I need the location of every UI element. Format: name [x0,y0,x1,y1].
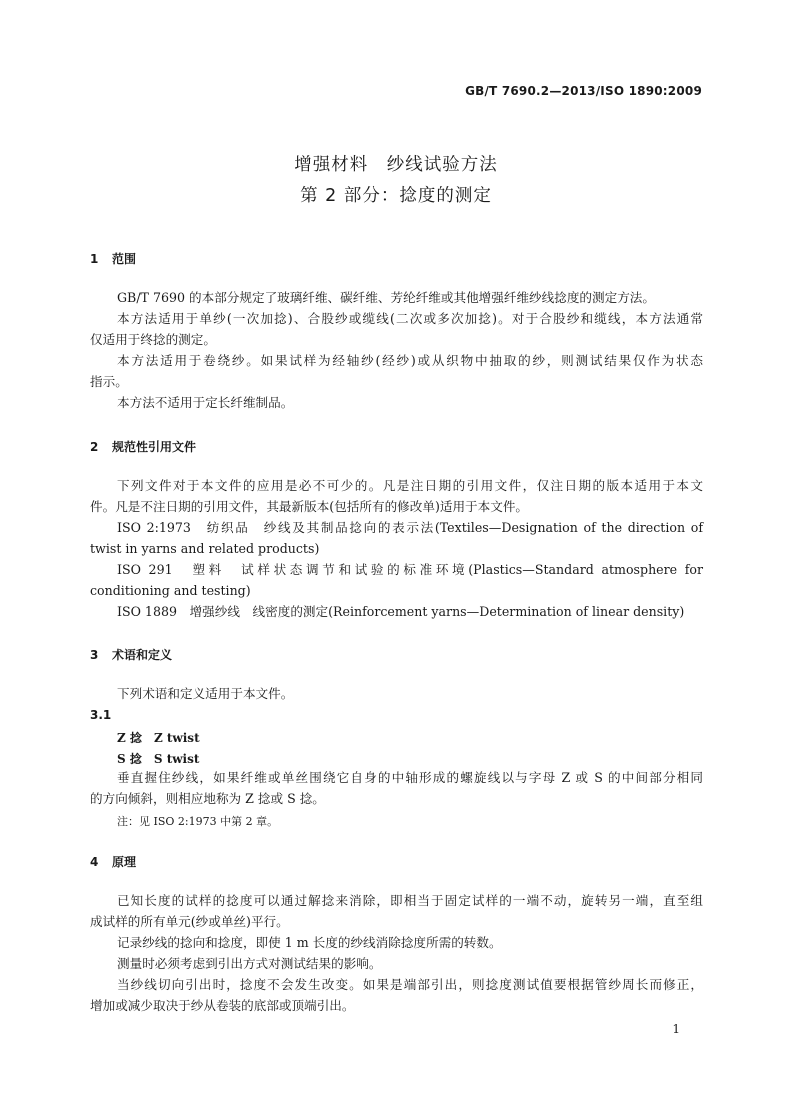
term-z-twist: Z 捻 Z twist [117,731,200,745]
section-title: 范围 [112,252,137,266]
section-2-heading [90,438,196,455]
section-number: 2 [90,440,99,454]
section-number: 1 [90,252,99,266]
section-number: 3 [90,648,99,662]
section-title: 规范性引用文件 [112,440,197,454]
section-2-para-1-line-2: 件。凡是不注日期的引用文件，其最新版本(包括所有的修改单)适用于本文件。 [90,499,529,514]
section-4-para-4-line-1: 当纱线切向引出时，捻度不会发生改变。如果是端部引出，则捻度测试值要根据管纱周长而修正， [117,977,703,992]
section-1-heading [90,250,136,267]
section-number: 4 [90,855,99,869]
section-4-para-3: 测量时必须考虑到引出方式对测试结果的影响。 [117,956,382,971]
section-1-para-2-line-1: 本方法适用于单纱(一次加捻)、合股纱或缆线(二次或多次加捻)。对于合股纱和缆线，本方法通常 [117,311,703,326]
section-4-para-1-line-2: 成试样的所有单元(纱或单丝)平行。 [90,914,289,929]
section-1-para-4: 本方法不适用于定长纤维制品。 [117,395,294,410]
definition-line-1: 垂直握住纱线，如果纤维或单丝围绕它自身的中轴形成的螺旋线以与字母 Z 或 S 的中间部分相同 [117,770,703,785]
standard-code: GB/T 7690.2—2013/ISO 1890:2009 [465,84,702,98]
section-1-para-3-line-1: 本方法适用于卷绕纱。如果试样为经轴纱(经纱)或从织物中抽取的纱，则测试结果仅作为状态 [117,353,703,368]
section-1-para-3-line-2: 指示。 [90,374,128,389]
section-4-para-2: 记录纱线的捻向和捻度，即使 1 m 长度的纱线消除捻度所需的转数。 [117,935,502,950]
page-number: 1 [672,1022,680,1036]
clause-number-3-1: 3.1 [90,708,112,722]
section-4-para-1-line-1: 已知长度的试样的捻度可以通过解捻来消除，即相当于固定试样的一端不动，旋转另一端，直至组 [117,893,703,908]
section-2-para-1-line-1: 下列文件对于本文件的应用是必不可少的。凡是注日期的引用文件，仅注日期的版本适用于本文 [117,478,703,493]
definition-line-2: 的方向倾斜，则相应地称为 Z 捻或 S 捻。 [90,791,325,806]
section-3-para-1: 下列术语和定义适用于本文件。 [117,686,294,701]
section-title: 术语和定义 [112,648,173,662]
section-1-para-1: GB/T 7690 的本部分规定了玻璃纤维、碳纤维、芳纶纤维或其他增强纤维纱线捻度的测定方法。 [117,290,655,305]
note: 注：见 ISO 2:1973 中第 2 章。 [117,815,279,828]
title-line-2: 第 2 部分：捻度的测定 [300,186,492,206]
term-s-twist: S 捻 S twist [117,752,200,766]
reference-iso-291-line-1: ISO 291 塑料 试样状态调节和试验的标准环境(Plastics—Standard atmosphere for [117,562,703,577]
reference-iso-1889: ISO 1889 增强纱线 线密度的测定(Reinforcement yarns—Determination of linear density) [117,604,685,619]
section-3-heading [90,646,172,663]
reference-iso-2-line-2: twist in yarns and related products) [90,541,320,556]
section-4-para-4-line-2: 增加或减少取决于纱从卷装的底部或顶端引出。 [90,998,355,1013]
section-1-para-2-line-2: 仅适用于终捻的测定。 [90,332,216,347]
title-line-1: 增强材料 纱线试验方法 [294,155,498,175]
section-4-heading [90,853,136,870]
section-title: 原理 [112,855,137,869]
reference-iso-2-line-1: ISO 2:1973 纺织品 纱线及其制品捻向的表示法(Textiles—Designation of the direction of [117,520,703,535]
reference-iso-291-line-2: conditioning and testing) [90,583,251,598]
